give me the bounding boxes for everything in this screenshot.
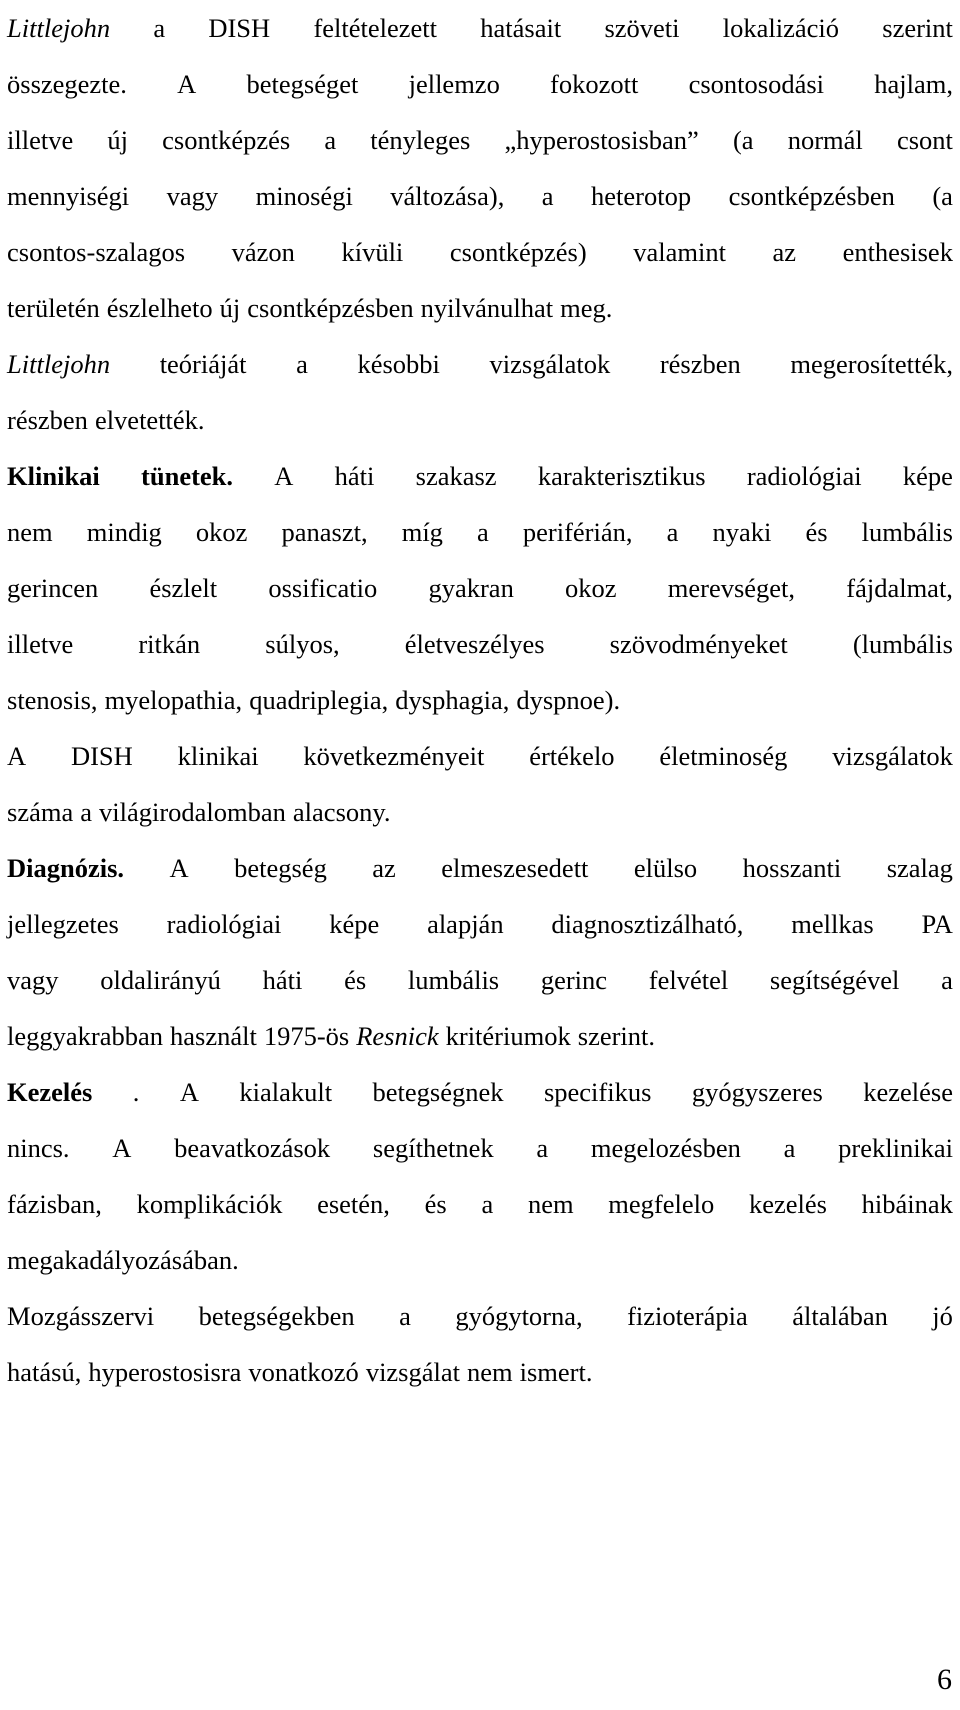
text-word: megfelelo — [608, 1189, 715, 1219]
text-line — [7, 1120, 953, 1176]
text-word: nem — [467, 1357, 513, 1387]
text-word: vizsgálat — [365, 1357, 460, 1387]
text-word: vonatkozó — [248, 1357, 359, 1387]
text-word: életveszélyes — [404, 629, 545, 659]
text-word: életminoség — [659, 741, 788, 771]
text-word: képe — [902, 461, 953, 491]
text-word: összegezte. — [7, 69, 127, 99]
text-word: meg. — [560, 293, 613, 323]
text-word: kezelés — [748, 1189, 827, 1219]
text-word: A — [112, 1133, 132, 1163]
text-word: feltételezett — [313, 13, 438, 43]
text-line — [7, 840, 953, 896]
text-word: Kezelés — [7, 1077, 93, 1107]
text-word: hajlam, — [874, 69, 953, 99]
text-word: a — [477, 517, 489, 547]
text-word: szalag — [886, 853, 953, 883]
text-word: lokalizáció — [722, 13, 840, 43]
text-word: stenosis, — [7, 685, 98, 715]
text-line — [7, 224, 953, 280]
text-line — [7, 168, 953, 224]
text-word: Resnick — [356, 1021, 439, 1051]
text-word: vagy — [7, 965, 59, 995]
text-word: változása), — [390, 181, 505, 211]
text-word: a — [941, 965, 953, 995]
text-word: észlelheto — [106, 293, 213, 323]
text-word: jellegzetes — [7, 909, 119, 939]
text-word: ismert. — [519, 1357, 593, 1387]
text-word: következményeit — [303, 741, 485, 771]
page-number: 6 — [937, 1663, 952, 1696]
text-word: szövodményeket — [609, 629, 788, 659]
text-line — [7, 448, 953, 504]
text-word: illetve — [7, 125, 74, 155]
text-word: a — [541, 181, 554, 211]
text-word: heterotop — [591, 181, 692, 211]
text-line — [7, 280, 953, 336]
text-word: (lumbális — [852, 629, 953, 659]
text-line — [7, 1232, 953, 1288]
text-word: enthesisek — [842, 237, 953, 267]
text-word: elvetették. — [94, 405, 205, 435]
text-word: vázon — [231, 237, 295, 267]
text-word: teóriáját — [159, 349, 247, 379]
text-word: DISH — [208, 13, 271, 43]
text-word: az — [772, 237, 797, 267]
text-word: mellkas — [791, 909, 874, 939]
text-word: oldalirányú — [100, 965, 221, 995]
text-word: új — [219, 293, 241, 323]
text-word: segítségével — [769, 965, 900, 995]
text-word: fokozott — [550, 69, 639, 99]
text-word: Littlejohn — [7, 349, 111, 379]
text-word: súlyos, — [265, 629, 340, 659]
text-word: csontosodási — [688, 69, 825, 99]
text-line — [7, 1064, 953, 1120]
text-word: minoségi — [255, 181, 353, 211]
text-word: észlelt — [149, 573, 218, 603]
text-word: myelopathia, — [104, 685, 243, 715]
text-word: nyilvánulhat — [420, 293, 554, 323]
text-word: klinikai — [177, 741, 259, 771]
text-word: diagnosztizálható, — [551, 909, 744, 939]
text-word: karakterisztikus — [537, 461, 706, 491]
text-line — [7, 728, 953, 784]
text-word: mindig — [86, 517, 162, 547]
text-word: nem — [7, 517, 53, 547]
text-word: részben — [7, 405, 88, 435]
text-word: általában — [792, 1301, 888, 1331]
text-word: szerint. — [577, 1021, 656, 1051]
text-word: megelozésben — [590, 1133, 741, 1163]
text-word: (a — [932, 181, 953, 211]
text-word: csontos-szalagos — [7, 237, 186, 267]
text-word: . — [132, 1077, 140, 1107]
text-word: hatású, — [7, 1357, 82, 1387]
text-word: fázisban, — [7, 1189, 102, 1219]
text-word: Mozgásszervi — [7, 1301, 155, 1331]
text-line — [7, 952, 953, 1008]
text-word: dysphagia, — [395, 685, 510, 715]
text-word: vizsgálatok — [832, 741, 953, 771]
text-word: okoz — [195, 517, 248, 547]
text-word: nem — [527, 1189, 574, 1219]
text-line — [7, 896, 953, 952]
text-word: háti — [262, 965, 303, 995]
text-word: háti — [334, 461, 375, 491]
text-word: A — [177, 69, 197, 99]
text-word: a — [783, 1133, 796, 1163]
text-word: (a — [732, 125, 754, 155]
text-word: alapján — [427, 909, 504, 939]
text-word: nyaki — [712, 517, 772, 547]
text-word: a — [80, 797, 92, 827]
text-word: fájdalmat, — [846, 573, 953, 603]
text-word: szakasz — [415, 461, 497, 491]
text-line — [7, 392, 953, 448]
text-word: nincs. — [7, 1133, 70, 1163]
text-line — [7, 336, 953, 392]
text-word: tünetek. — [141, 461, 234, 491]
text-word: új — [107, 125, 129, 155]
text-word: ritkán — [138, 629, 201, 659]
text-word: kialakult — [239, 1077, 333, 1107]
text-word: a — [153, 13, 166, 43]
text-word: hatásait — [480, 13, 562, 43]
text-word: jellemzo — [408, 69, 500, 99]
text-word: A — [179, 1077, 199, 1107]
text-line — [7, 560, 953, 616]
text-word: a — [666, 517, 679, 547]
text-word: felvétel — [648, 965, 729, 995]
text-word: és — [424, 1189, 447, 1219]
text-word: megerosítették, — [790, 349, 953, 379]
text-word: preklinikai — [838, 1133, 953, 1163]
text-word: betegségnek — [372, 1077, 504, 1107]
text-word: a — [536, 1133, 549, 1163]
text-word: kezelése — [863, 1077, 953, 1107]
text-word: részben — [659, 349, 741, 379]
text-word: csontképzésben — [247, 293, 414, 323]
text-line — [7, 0, 953, 56]
text-word: csontképzés) — [449, 237, 587, 267]
text-word: elmeszesedett — [441, 853, 589, 883]
text-word: quadriplegia, — [249, 685, 389, 715]
text-word: A — [274, 461, 294, 491]
text-word: lumbális — [407, 965, 500, 995]
text-word: Klinikai — [7, 461, 100, 491]
text-word: fizioterápia — [627, 1301, 748, 1331]
text-word: panaszt, — [281, 517, 368, 547]
text-word: világirodalomban — [98, 797, 286, 827]
text-word: beavatkozások — [174, 1133, 331, 1163]
text-word: 1975-ös — [263, 1021, 350, 1051]
text-line — [7, 1008, 953, 1064]
text-word: a — [399, 1301, 411, 1331]
text-word: megakadályozásában. — [7, 1245, 239, 1275]
text-word: elülso — [633, 853, 698, 883]
text-word: a — [481, 1189, 494, 1219]
text-word: betegséget — [246, 69, 359, 99]
text-word: radiológiai — [746, 461, 862, 491]
text-word: szerint — [882, 13, 953, 43]
text-word: jó — [932, 1301, 953, 1331]
text-word: gerincen — [7, 573, 99, 603]
text-word: Diagnózis. — [7, 853, 125, 883]
text-word: Littlejohn — [7, 13, 111, 43]
text-word: csontképzésben — [728, 181, 895, 211]
text-word: gerinc — [540, 965, 608, 995]
text-word: vagy — [166, 181, 219, 211]
text-line — [7, 1176, 953, 1232]
text-word: szöveti — [604, 13, 680, 43]
text-word: száma — [7, 797, 74, 827]
text-word: esetén, — [317, 1189, 390, 1219]
text-word: míg — [401, 517, 443, 547]
text-line — [7, 56, 953, 112]
text-word: merevséget, — [667, 573, 796, 603]
text-word: az — [372, 853, 396, 883]
text-word: csontképzés — [162, 125, 291, 155]
text-word: és — [805, 517, 828, 547]
text-word: kritériumok — [445, 1021, 571, 1051]
text-word: hibáinak — [861, 1189, 953, 1219]
text-word: a — [324, 125, 337, 155]
text-word: vizsgálatok — [489, 349, 611, 379]
text-word: A — [7, 741, 27, 771]
text-word: késobbi — [357, 349, 440, 379]
text-word: komplikációk — [136, 1189, 283, 1219]
text-line — [7, 112, 953, 168]
text-word: dyspnoe). — [516, 685, 621, 715]
text-word: képe — [329, 909, 380, 939]
text-word: betegség — [234, 853, 327, 883]
text-line — [7, 504, 953, 560]
text-word: kívüli — [341, 237, 404, 267]
text-line — [7, 784, 953, 840]
text-word: alacsony. — [292, 797, 391, 827]
text-word: „hyperostosisban” — [504, 125, 699, 155]
text-word: területén — [7, 293, 100, 323]
text-word: használt — [170, 1021, 257, 1051]
text-word: okoz — [565, 573, 617, 603]
text-word: specifikus — [543, 1077, 652, 1107]
text-word: és — [344, 965, 367, 995]
text-word: lumbális — [861, 517, 953, 547]
text-word: periférián, — [522, 517, 633, 547]
text-word: radiológiai — [166, 909, 282, 939]
text-line — [7, 672, 953, 728]
text-word: hyperostosisra — [88, 1357, 242, 1387]
text-word: hosszanti — [742, 853, 842, 883]
text-word: értékelo — [529, 741, 615, 771]
text-word: betegségekben — [198, 1301, 355, 1331]
text-word: tényleges — [370, 125, 471, 155]
text-word: gyakran — [428, 573, 514, 603]
text-word: A — [169, 853, 189, 883]
text-word: gyógytorna, — [455, 1301, 583, 1331]
text-word: mennyiségi — [7, 181, 130, 211]
text-word: ossificatio — [268, 573, 378, 603]
text-line — [7, 1344, 953, 1400]
text-word: normál — [787, 125, 863, 155]
text-word: segíthetnek — [372, 1133, 494, 1163]
text-line — [7, 616, 953, 672]
text-line — [7, 1288, 953, 1344]
text-word: valamint — [633, 237, 726, 267]
text-word: illetve — [7, 629, 74, 659]
text-word: csont — [896, 125, 953, 155]
text-word: leggyakrabban — [7, 1021, 163, 1051]
text-word: gyógyszeres — [691, 1077, 823, 1107]
text-word: DISH — [70, 741, 133, 771]
text-word: a — [296, 349, 308, 379]
text-word: PA — [921, 909, 953, 939]
